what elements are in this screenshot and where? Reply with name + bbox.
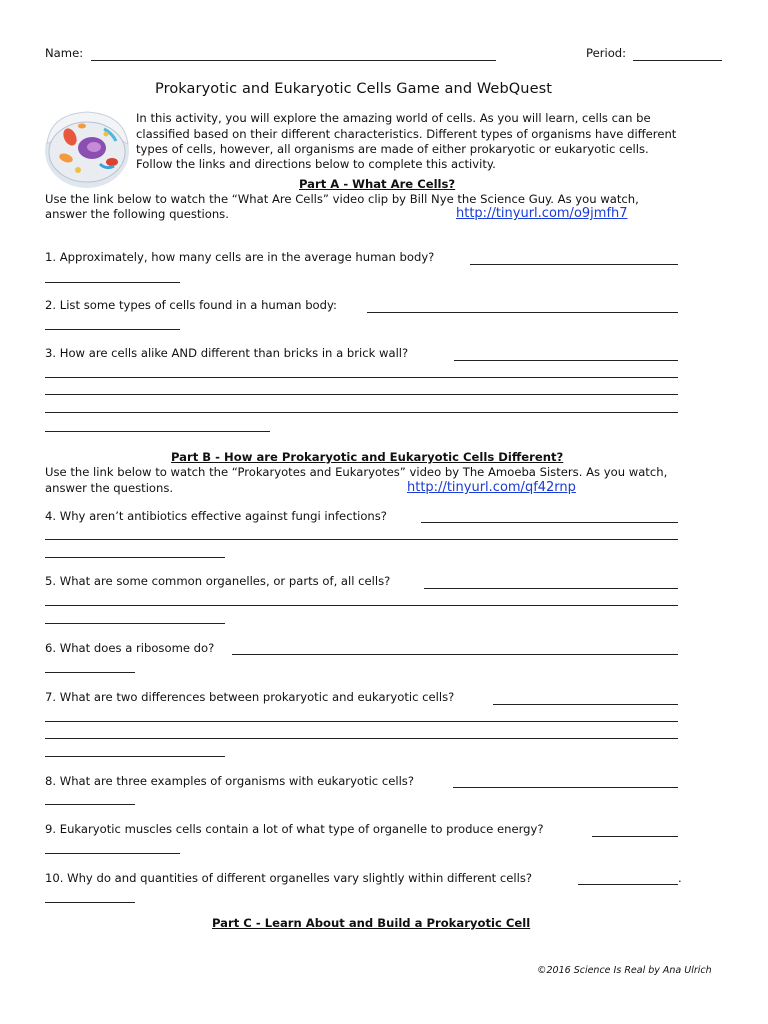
- part-c-heading: Part C - Learn About and Build a Prokaryotic Cell: [212, 916, 531, 930]
- question-9: 9. Eukaryotic muscles cells contain a lot of what type of organelle to produce energy?: [45, 822, 544, 836]
- answer-line[interactable]: [45, 756, 225, 757]
- period-label: Period:: [586, 46, 627, 60]
- animal-cell-illustration: [42, 104, 132, 190]
- intro-line-1: In this activity, you will explore the amazing world of cells. As you will learn, cells can be: [136, 111, 651, 125]
- answer-line[interactable]: [493, 704, 678, 705]
- part-b-instruction-1: Use the link below to watch the “Prokaryotes and Eukaryotes” video by The Amoeba Sisters. As you watch,: [45, 465, 668, 479]
- intro-line-3: types of cells, however, all organisms are made of either prokaryotic or eukaryotic cells.: [136, 142, 649, 156]
- name-label: Name:: [45, 46, 84, 60]
- answer-line[interactable]: [453, 787, 678, 788]
- answer-line[interactable]: [45, 329, 180, 330]
- answer-line[interactable]: [45, 623, 225, 624]
- question-5: 5. What are some common organelles, or parts of, all cells?: [45, 574, 391, 588]
- period-line[interactable]: [633, 60, 722, 61]
- question-6: 6. What does a ribosome do?: [45, 641, 215, 655]
- copyright-footer: ©2016 Science Is Real by Ana Ulrich: [537, 965, 712, 976]
- question-4: 4. Why aren’t antibiotics effective against fungi infections?: [45, 509, 387, 523]
- part-a-link[interactable]: http://tinyurl.com/o9jmfh7: [456, 206, 628, 221]
- question-2: 2. List some types of cells found in a human body:: [45, 298, 337, 312]
- answer-line[interactable]: [592, 836, 678, 837]
- answer-line[interactable]: [45, 539, 678, 540]
- answer-line[interactable]: [45, 282, 180, 283]
- answer-line[interactable]: [45, 853, 180, 854]
- question-10: 10. Why do and quantities of different organelles vary slightly within different cells?: [45, 871, 533, 885]
- answer-line[interactable]: [45, 721, 678, 722]
- answer-line[interactable]: [45, 605, 678, 606]
- answer-line[interactable]: [470, 264, 678, 265]
- answer-line[interactable]: [454, 360, 678, 361]
- answer-line[interactable]: [424, 588, 678, 589]
- answer-line[interactable]: [45, 377, 678, 378]
- question-10-period: .: [678, 871, 682, 885]
- answer-line[interactable]: [367, 312, 678, 313]
- part-b-heading: Part B - How are Prokaryotic and Eukaryotic Cells Different?: [171, 450, 564, 464]
- question-3: 3. How are cells alike AND different than bricks in a brick wall?: [45, 346, 409, 360]
- question-8: 8. What are three examples of organisms with eukaryotic cells?: [45, 774, 414, 788]
- answer-line[interactable]: [45, 557, 225, 558]
- answer-line[interactable]: [45, 412, 678, 413]
- answer-line[interactable]: [232, 654, 678, 655]
- question-1: 1. Approximately, how many cells are in the average human body?: [45, 250, 435, 264]
- part-b-link[interactable]: http://tinyurl.com/qf42rnp: [407, 480, 576, 495]
- intro-line-4: Follow the links and directions below to complete this activity.: [136, 157, 496, 171]
- intro-line-2: classified based on their different characteristics. Different types of organisms have different: [136, 127, 677, 141]
- part-a-instruction-2: answer the following questions.: [45, 207, 229, 221]
- part-a-instruction-1: Use the link below to watch the “What Are Cells” video clip by Bill Nye the Science Guy. As you watch,: [45, 192, 639, 206]
- answer-line[interactable]: [45, 394, 678, 395]
- answer-line[interactable]: [45, 902, 135, 903]
- question-7: 7. What are two differences between prokaryotic and eukaryotic cells?: [45, 690, 455, 704]
- answer-line[interactable]: [45, 804, 135, 805]
- name-line[interactable]: [91, 60, 496, 61]
- answer-line[interactable]: [45, 431, 270, 432]
- answer-line[interactable]: [421, 522, 678, 523]
- page-title: Prokaryotic and Eukaryotic Cells Game and WebQuest: [155, 81, 553, 97]
- answer-line[interactable]: [578, 884, 678, 885]
- answer-line[interactable]: [45, 672, 135, 673]
- answer-line[interactable]: [45, 738, 678, 739]
- part-a-heading: Part A - What Are Cells?: [299, 177, 456, 191]
- part-b-instruction-2: answer the questions.: [45, 481, 174, 495]
